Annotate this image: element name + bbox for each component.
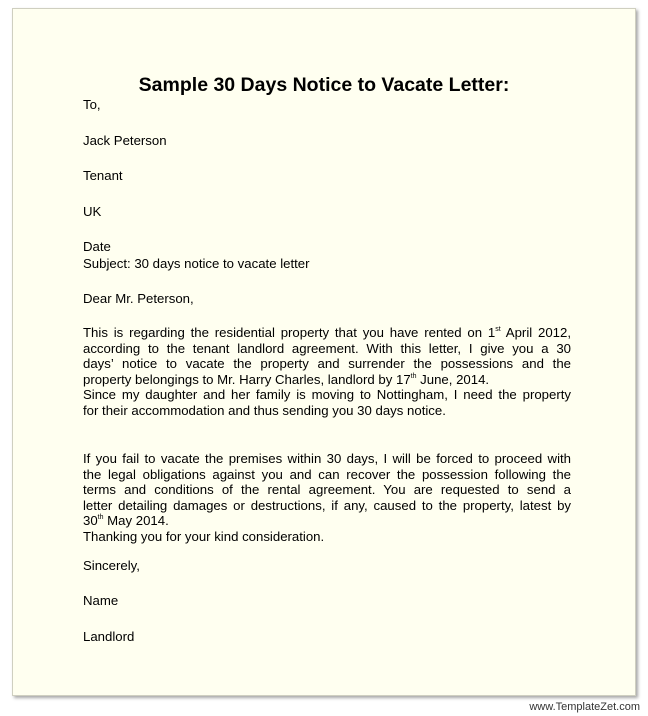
paragraph-1-row-6: for their accommodation and thus sending you 30 days notice. — [83, 402, 446, 418]
subject-line: Subject: 30 days notice to vacate letter — [83, 256, 310, 271]
date-label: Date — [83, 239, 111, 254]
recipient-role: Tenant — [83, 168, 123, 183]
greeting: Dear Mr. Peterson, — [83, 291, 194, 306]
paragraph-1-row-4: property belongings to Mr. Harry Charles, landlord by 17th June, 2014. — [83, 371, 490, 387]
paragraph-2-row-6: Thanking you for your kind consideration. — [83, 528, 325, 544]
paragraph-1-row-3: days’ notice to vacate the property and surrender the possessions and the — [83, 356, 571, 371]
letter-title: Sample 30 Days Notice to Vacate Letter: — [138, 74, 510, 96]
closing: Sincerely, — [83, 558, 140, 573]
paragraph-2-row-2: the legal obligations against you and can recover the possession following the — [83, 466, 571, 482]
recipient-name: Jack Peterson — [83, 133, 167, 148]
body-paragraph-2 — [83, 451, 571, 544]
paragraph-2-row-3: terms and conditions of the rental agreement. You are requested to send a — [83, 482, 571, 497]
recipient-country: UK — [83, 204, 102, 219]
paragraph-1-row-1: This is regarding the residential property that you have rented on 1st April 2012, — [83, 325, 571, 340]
sender-name: Name — [83, 593, 119, 608]
sender-role: Landlord — [83, 629, 135, 644]
paragraph-2-row-4: letter detailing damages or destructions, if any, caused to the property, latest by — [83, 497, 571, 513]
paragraph-1-row-2: according to the tenant landlord agreement. With this letter, I give you a 30 — [83, 340, 571, 356]
letter-page — [12, 8, 636, 696]
paragraph-2-row-1: If you fail to vacate the premises within 30 days, I will be forced to proceed with — [83, 451, 571, 466]
salutation-to: To, — [83, 97, 101, 112]
paragraph-2-row-5: 30th May 2014. — [83, 513, 169, 528]
paragraph-1-row-5: Since my daughter and her family is moving to Nottingham, I need the property — [83, 387, 571, 402]
watermark-text: www.TemplateZet.com — [529, 701, 640, 713]
body-paragraph-1 — [83, 325, 571, 418]
